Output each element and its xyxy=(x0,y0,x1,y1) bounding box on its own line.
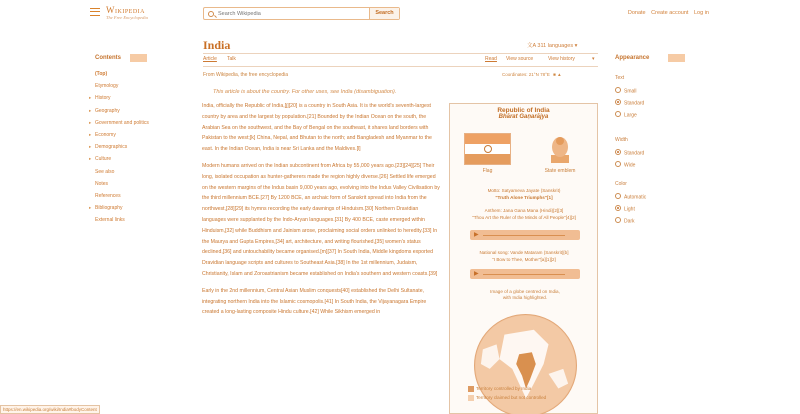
toc-item[interactable] xyxy=(95,190,185,202)
page-title: India xyxy=(203,38,231,52)
radio-button-icon[interactable] xyxy=(615,149,621,155)
motto-translation: "Truth Alone Triumphs"[1] xyxy=(495,195,553,200)
toc-item-label: History xyxy=(95,95,111,102)
appearance-option[interactable] xyxy=(615,194,646,200)
legend-item-claimed xyxy=(468,395,546,401)
anthem-translation: "Thou Art the Ruler of the Minds of All People"[4][2] xyxy=(472,215,576,220)
motto: Motto: Satyameva Jayate (Sanskrit) xyxy=(487,188,561,193)
donate-link[interactable]: Donate xyxy=(627,10,646,16)
chevron-right-icon[interactable]: ▸ xyxy=(89,131,92,137)
map-caption: Image of a globe centred on India, with India highlighted. xyxy=(490,289,560,300)
appearance-option[interactable] xyxy=(615,100,644,106)
chakra-icon xyxy=(484,145,492,153)
toc-item[interactable] xyxy=(95,80,185,92)
appearance-option[interactable] xyxy=(615,112,637,118)
main-menu-icon[interactable] xyxy=(90,8,100,16)
audio-progress-track[interactable] xyxy=(483,274,565,276)
lead-paragraph-1: India, officially the Republic of India,[j][20] is a country in South Asia. It is the world's seventh-largest country by area and the largest by population.[21] Bounded by the Indian Ocean on the south, the Arabian Sea on the southwest, and the Bay of Bengal on the southeast, it shares land borders with Pakistan to the west;[k] China, Nepal, and Bhutan to the north; and Bangladesh and Myanmar to the east. In the Indian Ocean, India is near Sri Lanka and the Maldives.[l] xyxy=(202,103,432,153)
audio-progress-track[interactable] xyxy=(483,235,565,237)
appearance-option-label: Wide xyxy=(624,162,636,169)
appearance-panel xyxy=(615,55,715,225)
toc-item[interactable] xyxy=(89,105,185,117)
toc-item-label: See also xyxy=(95,168,115,175)
hatnote: This article is about the country. For other uses, see India (disambiguation). xyxy=(213,89,397,95)
flag-saffron-band xyxy=(465,134,510,144)
status-bar-url: https://en.wikipedia.org/wiki/India#bodyContent xyxy=(0,405,100,414)
radio-button-icon[interactable] xyxy=(615,193,621,199)
flag-green-band xyxy=(465,154,510,164)
tabs-divider xyxy=(203,66,598,67)
appearance-option-label: Large xyxy=(624,112,637,119)
appearance-option[interactable] xyxy=(615,150,644,156)
song-audio-player[interactable] xyxy=(470,269,580,279)
toc-item-label: Notes xyxy=(95,180,109,187)
toc-item[interactable] xyxy=(95,166,185,178)
tools-chevron-icon[interactable]: ▾ xyxy=(592,56,595,62)
toc-item[interactable] xyxy=(95,178,185,190)
legend-swatch xyxy=(468,395,474,401)
toc-item-label: Government and politics xyxy=(95,119,149,126)
appearance-option[interactable] xyxy=(615,88,637,94)
flag-white-band xyxy=(465,144,510,154)
flag-caption[interactable]: Flag xyxy=(482,168,493,174)
appearance-group-label: Text xyxy=(615,75,625,81)
appearance-heading: Appearance xyxy=(615,55,650,61)
chevron-right-icon[interactable]: ▸ xyxy=(89,205,92,211)
language-count: 311 languages xyxy=(537,43,574,49)
toc-item-label: Geography xyxy=(95,107,120,114)
tab-read[interactable]: Read xyxy=(485,56,497,62)
site-sub: From Wikipedia, the free encyclopedia xyxy=(203,72,289,78)
appearance-option-label: Standard xyxy=(624,150,645,157)
article-body xyxy=(202,101,442,324)
legend-label: Territory controlled by India xyxy=(476,386,532,392)
national-song-translation: "I Bow to Thee, Mother"[a][1][2] xyxy=(492,257,556,262)
chevron-right-icon[interactable]: ▸ xyxy=(89,156,92,162)
radio-button-icon[interactable] xyxy=(615,87,621,93)
flag-image[interactable] xyxy=(464,133,511,165)
personal-tools xyxy=(624,10,709,16)
tab-article[interactable]: Article xyxy=(203,56,217,62)
lead-paragraph-3: Early in the 2nd millennium, Central Asian Muslim conquests[40] established the Delhi Sultanate, integrating northern India into the Islamic cosmopolis.[41] In South India, the Vijayanagara Empire created a long-lasting composite Hindu culture.[42] While Sikhism emerged in xyxy=(202,287,427,316)
coordinates[interactable] xyxy=(502,72,562,77)
language-icon: 文A xyxy=(527,43,536,49)
coordinates-text: Coordinates: 21°N 78°E xyxy=(502,72,550,77)
tab-view-source[interactable]: View source xyxy=(506,56,534,62)
appearance-option-label: Dark xyxy=(624,218,635,225)
toc-item[interactable] xyxy=(95,68,185,80)
toc-item[interactable] xyxy=(89,117,185,129)
state-emblem-image[interactable] xyxy=(546,133,574,167)
toc-hide-button[interactable] xyxy=(130,54,147,62)
toc-item[interactable] xyxy=(89,92,185,104)
toc-item[interactable] xyxy=(89,153,185,165)
toc-item[interactable] xyxy=(89,202,185,214)
toc-item-label: External links xyxy=(95,217,125,224)
appearance-option-label: Standard xyxy=(624,100,645,107)
chevron-down-icon: ▾ xyxy=(574,43,578,49)
appearance-option-label: Light xyxy=(624,206,635,213)
chevron-right-icon[interactable]: ▸ xyxy=(89,95,92,101)
appearance-group-label: Width xyxy=(615,137,628,143)
page-tabs xyxy=(203,56,598,66)
toc-item[interactable] xyxy=(89,141,185,153)
toc-item-label: (Top) xyxy=(95,71,108,77)
search-button[interactable]: Search xyxy=(369,8,399,19)
lock-icon: ■ xyxy=(553,72,556,77)
toc-item[interactable] xyxy=(95,214,185,226)
wikipedia-logo[interactable] xyxy=(106,5,148,20)
toc-item-label: Economy xyxy=(95,131,116,138)
legend-label: Territory claimed but not controlled xyxy=(476,395,547,401)
radio-button-icon[interactable] xyxy=(615,217,621,223)
radio-button-icon[interactable] xyxy=(615,205,621,211)
anthem: Anthem: Jana Gana Mana (Hindi)[2][3] xyxy=(484,208,564,213)
chevron-right-icon[interactable]: ▸ xyxy=(89,107,92,113)
site-header xyxy=(0,0,800,28)
toc-item[interactable] xyxy=(89,129,185,141)
toc-list xyxy=(89,68,185,226)
chevron-right-icon[interactable]: ▸ xyxy=(89,144,92,150)
legend-swatch xyxy=(468,386,474,392)
download-icon: ▲ xyxy=(557,72,562,77)
infobox-native-name: Bhārat Gaṇarājya xyxy=(498,114,549,120)
country-infobox xyxy=(449,103,598,414)
toc-item-label: Culture xyxy=(95,156,112,163)
toc-item-label: Demographics xyxy=(95,144,128,151)
anthem-audio-player[interactable] xyxy=(470,230,580,240)
title-divider xyxy=(203,53,598,54)
toc-item-label: References xyxy=(95,192,121,199)
logo-tagline: The Free Encyclopedia xyxy=(106,15,148,20)
appearance-option-label: Automatic xyxy=(624,194,647,201)
language-button[interactable] xyxy=(527,41,577,49)
login-link[interactable]: Log in xyxy=(694,10,709,16)
toc-item-label: Etymology xyxy=(95,83,119,90)
search-input[interactable] xyxy=(218,11,358,17)
chevron-right-icon[interactable]: ▸ xyxy=(89,119,92,125)
appearance-option[interactable] xyxy=(615,218,635,224)
logo-title: Wikipedia xyxy=(106,5,145,15)
radio-button-icon[interactable] xyxy=(615,99,621,105)
appearance-option-label: Small xyxy=(624,88,637,95)
emblem-caption[interactable]: State emblem xyxy=(544,168,576,174)
appearance-option[interactable] xyxy=(615,162,635,168)
infobox-title: Republic of India xyxy=(497,107,550,114)
radio-button-icon[interactable] xyxy=(615,111,621,117)
radio-button-icon[interactable] xyxy=(615,161,621,167)
national-song: National song: Vande Mataram (Sanskrit)[b] xyxy=(479,250,569,255)
create-account-link[interactable]: Create account xyxy=(651,10,689,16)
search-icon xyxy=(208,11,214,17)
tab-view-history[interactable]: View history xyxy=(548,56,575,62)
legend-item-controlled xyxy=(468,386,531,392)
toc-heading: Contents xyxy=(95,55,121,61)
lead-paragraph-2: Modern humans arrived on the Indian subcontinent from Africa by 55,000 years ago.[23][24][25] Their long, isolated occupation as hunter-gatherers made the region highly diverse.[26] Settled life emerged on the western margins of the Indus basin 9,000 years ago, evolving into the Indus Valley Civilisation by the third millennium BCE.[27] By 1200 BCE, an archaic form of Sanskrit spread into India from the northwest,[28][29] its hymns recording the early dawnings of Hinduism.[30] Northern Dravidian languages were supplanted by the Indo-Aryan languages.[31] By 400 BCE, caste emerged within Hinduism,[32] while Buddhism and Jainism arose, proclaiming social orders unlinked to heredity.[33] In the Maurya and Gupta Empires,[34] art, architecture, and writing flourished,[35] women's status declined,[36] and untouchability became organised.[m][37] In South India, Middle kingdoms exported Dravidian language scripts and cultures to Southeast Asia.[38] In the 1st millennium, Judaism, Christianity, Islam and Zoroastrianism became established on India's southern and western coasts.[39] xyxy=(202,162,440,277)
toc-item-label: Bibliography xyxy=(95,205,123,212)
search-box xyxy=(203,7,400,20)
table-of-contents xyxy=(89,55,185,226)
appearance-hide-button[interactable] xyxy=(668,54,685,62)
appearance-group-label: Color xyxy=(615,181,627,187)
appearance-option[interactable] xyxy=(615,206,635,212)
tab-talk[interactable]: Talk xyxy=(227,56,236,62)
